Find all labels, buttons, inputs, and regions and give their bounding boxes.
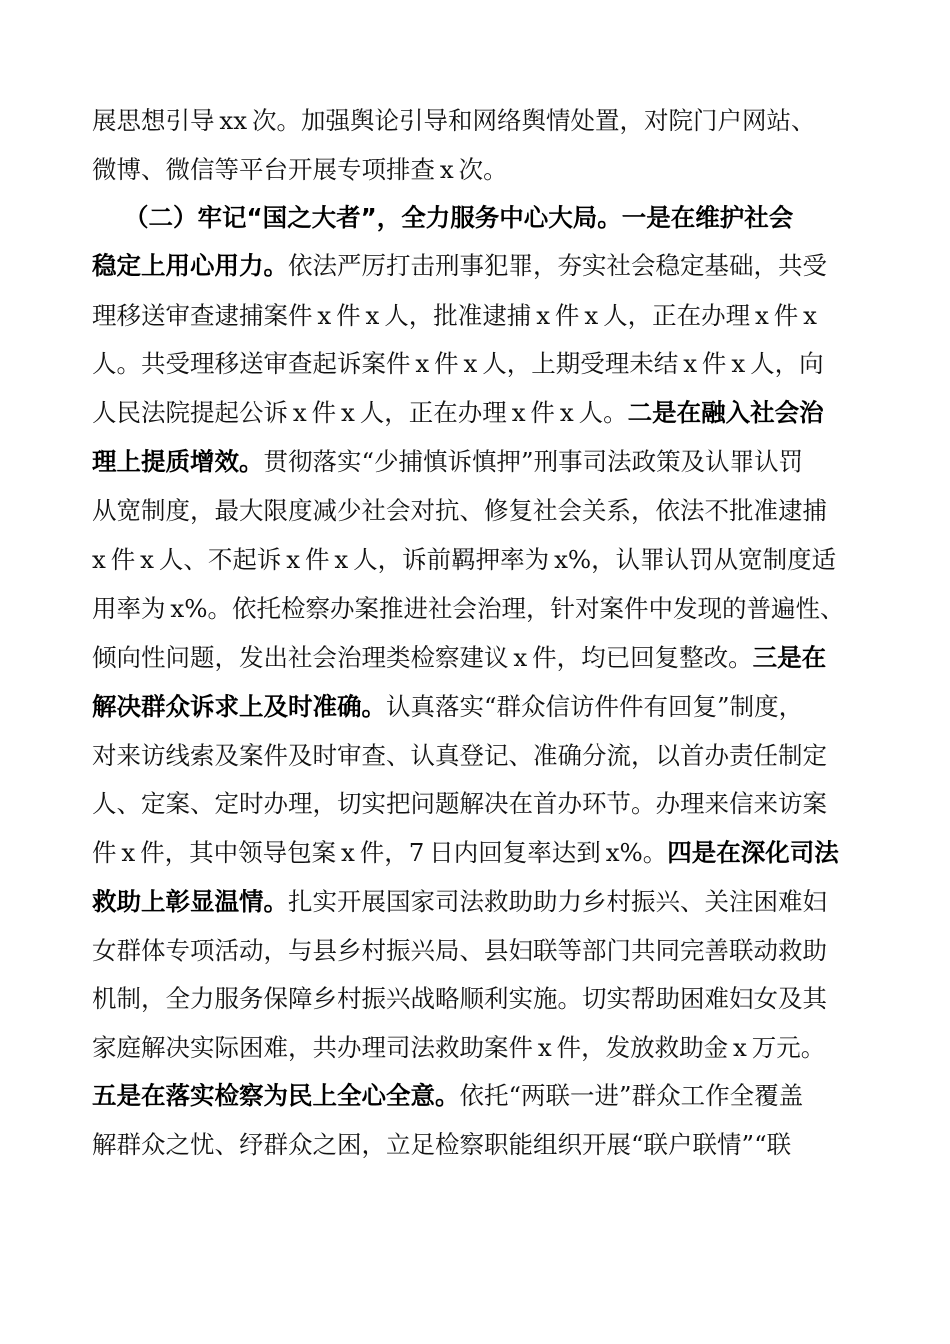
text-line: 展思想引导 xx 次。加强舆论引导和网络舆情处置，对院门户网站、 <box>92 106 816 135</box>
text-line: 五是在落实检察为民上全心全意。依托“两联一进”群众工作全覆盖 <box>92 1081 804 1110</box>
text-line: 理移送审查逮捕案件 x 件 x 人，批准逮捕 x 件 x 人，正在办理 x 件 x <box>92 301 817 330</box>
text-line: x 件 x 人、不起诉 x 件 x 人，诉前羁押率为 x%，认罪认罚从宽制度适 <box>92 545 837 574</box>
text-line: 人、定案、定时办理，切实把问题解决在首办环节。办理来信来访案 <box>92 789 827 818</box>
text-line: 倾向性问题，发出社会治理类检察建议 x 件，均已回复整改。三是在 <box>92 643 827 672</box>
text-line: 女群体专项活动，与县乡村振兴局、县妇联等部门共同完善联动救助 <box>92 936 827 965</box>
text-line: 人。共受理移送审查起诉案件 x 件 x 人，上期受理未结 x 件 x 人，向 <box>92 349 824 378</box>
text-line: 机制，全力服务保障乡村振兴战略顺利实施。切实帮助困难妇女及其 <box>92 984 827 1013</box>
text-line: 解群众之忧、纾群众之困，立足检察职能组织开展“联户联情”“联 <box>92 1130 792 1159</box>
text-line: 对来访线索及案件及时审查、认真登记、准确分流，以首办责任制定 <box>92 741 827 770</box>
text-line: 微博、微信等平台开展专项排查 x 次。 <box>92 155 508 184</box>
text-line: 理上提质增效。贯彻落实“少捕慎诉慎押”刑事司法政策及认罪认罚 <box>92 447 804 476</box>
text-line: 救助上彰显温情。扎实开展国家司法救助助力乡村振兴、关注困难妇 <box>92 887 827 916</box>
text-line: 件 x 件，其中领导包案 x 件，7 日内回复率达到 x%。四是在深化司法 <box>92 838 839 867</box>
text-line: （二）牢记“国之大者”，全力服务中心大局。一是在维护社会 <box>124 203 794 232</box>
text-line: 家庭解决实际困难，共办理司法救助案件 x 件，发放救助金 x 万元。 <box>92 1033 826 1062</box>
text-line: 解决群众诉求上及时准确。认真落实“群众信访件件有回复”制度， <box>92 692 804 721</box>
text-line: 用率为 x%。依托检察办案推进社会治理，针对案件中发现的普遍性、 <box>92 594 845 623</box>
text-line: 人民法院提起公诉 x 件 x 人，正在办理 x 件 x 人。二是在融入社会治 <box>92 398 824 427</box>
text-line: 从宽制度，最大限度减少社会对抗、修复社会关系，依法不批准逮捕 <box>92 496 827 525</box>
text-line: 稳定上用心用力。依法严厉打击刑事犯罪，夯实社会稳定基础，共受 <box>92 251 827 280</box>
